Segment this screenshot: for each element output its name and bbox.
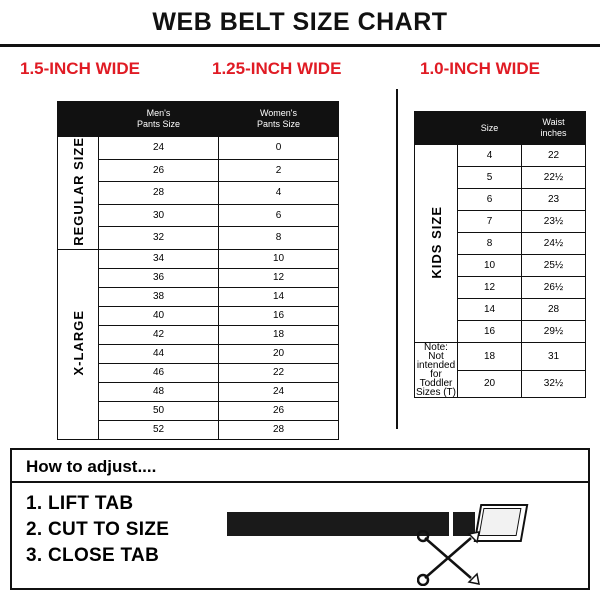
adult-womens-5: 10 <box>219 249 339 268</box>
adult-womens-12: 24 <box>219 382 339 401</box>
adult-mens-5: 34 <box>99 249 219 268</box>
kids-note-line2: Not intended for <box>416 351 456 380</box>
kids-size-10: 20 <box>458 370 522 398</box>
adjust-step-3: 3. CLOSE TAB <box>26 545 160 566</box>
page-title: WEB BELT SIZE CHART <box>152 7 448 36</box>
adult-mens-3: 30 <box>99 204 219 227</box>
adult-mens-0: 24 <box>99 137 219 160</box>
kids-waist-6: 26½ <box>522 277 586 299</box>
table-row <box>58 137 339 160</box>
kids-size-1: 5 <box>458 167 522 189</box>
kids-waist-10: 32½ <box>522 370 586 398</box>
kids-size-3: 7 <box>458 211 522 233</box>
how-to-adjust-title: How to adjust.... <box>26 457 157 476</box>
kids-group-label-cell <box>415 145 458 343</box>
kids-size-0: 4 <box>458 145 522 167</box>
adult-womens-7: 14 <box>219 287 339 306</box>
adult-group-regular-label: REGULAR SIZE <box>70 137 86 246</box>
adult-womens-4: 8 <box>219 227 339 250</box>
kids-waist-0: 22 <box>522 145 586 167</box>
adult-mens-11: 46 <box>99 363 219 382</box>
kids-note <box>415 343 458 398</box>
kids-table-body <box>415 145 586 398</box>
adult-mens-8: 40 <box>99 306 219 325</box>
table-row <box>58 382 339 401</box>
adjust-step-2: 2. CUT TO SIZE <box>26 519 170 540</box>
adult-mens-10: 44 <box>99 344 219 363</box>
kids-note-line3: Toddler Sizes (T) <box>416 378 456 398</box>
heading-1-0-inch: 1.0-INCH WIDE <box>420 59 540 78</box>
tables-area <box>0 89 600 441</box>
vertical-divider <box>396 89 398 429</box>
kids-header-waist-line2: inches <box>540 128 567 138</box>
adult-header-womens-line1: Women's <box>259 108 298 118</box>
heading-1-25-inch: 1.25-INCH WIDE <box>212 59 342 78</box>
kids-header-waist-line1: Waist <box>542 117 565 127</box>
adult-womens-2: 4 <box>219 182 339 205</box>
adult-womens-6: 12 <box>219 268 339 287</box>
table-row <box>58 249 339 268</box>
kids-header-size: Size <box>458 112 522 145</box>
table-row <box>58 325 339 344</box>
adult-womens-13: 26 <box>219 401 339 420</box>
adult-table-body <box>58 137 339 440</box>
table-row <box>58 401 339 420</box>
table-row <box>58 306 339 325</box>
adult-womens-14: 28 <box>219 420 339 439</box>
kids-size-7: 14 <box>458 299 522 321</box>
heading-1-5-inch: 1.5-INCH WIDE <box>20 59 140 78</box>
table-row <box>58 159 339 182</box>
adult-mens-7: 38 <box>99 287 219 306</box>
table-header-row <box>58 102 339 137</box>
kids-size-6: 12 <box>458 277 522 299</box>
width-headings <box>0 47 600 89</box>
kids-size-4: 8 <box>458 233 522 255</box>
table-row <box>58 420 339 439</box>
adult-header-womens-line2: Pants Size <box>256 119 301 129</box>
adult-size-table-wrap <box>57 101 339 440</box>
table-row <box>58 182 339 205</box>
table-row <box>58 268 339 287</box>
kids-size-8: 16 <box>458 321 522 343</box>
adult-womens-11: 22 <box>219 363 339 382</box>
adult-womens-1: 2 <box>219 159 339 182</box>
table-row <box>58 204 339 227</box>
table-row <box>58 344 339 363</box>
table-row <box>58 227 339 250</box>
kids-note-line1: Note: <box>424 342 448 353</box>
table-row <box>415 343 586 371</box>
adult-mens-2: 28 <box>99 182 219 205</box>
adult-mens-13: 50 <box>99 401 219 420</box>
kids-waist-9: 31 <box>522 343 586 371</box>
adult-womens-0: 0 <box>219 137 339 160</box>
kids-waist-7: 28 <box>522 299 586 321</box>
kids-size-table <box>414 111 586 398</box>
adult-group-xlarge-label: X-LARGE <box>70 310 86 376</box>
adult-group-xlarge <box>58 249 99 439</box>
kids-waist-8: 29½ <box>522 321 586 343</box>
kids-waist-5: 25½ <box>522 255 586 277</box>
kids-waist-2: 23 <box>522 189 586 211</box>
adult-womens-3: 6 <box>219 204 339 227</box>
adjust-steps <box>12 483 236 569</box>
adult-mens-12: 48 <box>99 382 219 401</box>
adult-header-mens <box>99 102 219 137</box>
kids-size-2: 6 <box>458 189 522 211</box>
adjust-step-1: 1. LIFT TAB <box>26 493 134 514</box>
adult-mens-9: 42 <box>99 325 219 344</box>
adult-size-table <box>57 101 339 440</box>
kids-size-table-wrap <box>414 111 586 398</box>
kids-header-waist <box>522 112 586 145</box>
adult-mens-4: 32 <box>99 227 219 250</box>
adult-header-mens-line1: Men's <box>146 108 171 118</box>
adult-womens-10: 20 <box>219 344 339 363</box>
adult-womens-8: 16 <box>219 306 339 325</box>
adult-group-regular <box>58 137 99 250</box>
adult-mens-1: 26 <box>99 159 219 182</box>
kids-waist-1: 22½ <box>522 167 586 189</box>
adult-header-blank <box>58 102 99 137</box>
kids-group-label: KIDS SIZE <box>428 205 444 279</box>
how-to-adjust-panel <box>10 448 590 590</box>
adult-womens-9: 18 <box>219 325 339 344</box>
adult-header-womens <box>219 102 339 137</box>
adult-mens-14: 52 <box>99 420 219 439</box>
table-header-row <box>415 112 586 145</box>
table-row <box>58 363 339 382</box>
scissors-icon <box>417 530 487 586</box>
kids-size-5: 10 <box>458 255 522 277</box>
kids-size-9: 18 <box>458 343 522 371</box>
belt-illustration <box>227 496 577 586</box>
adult-mens-6: 36 <box>99 268 219 287</box>
table-row <box>415 145 586 167</box>
table-row <box>58 287 339 306</box>
kids-waist-3: 23½ <box>522 211 586 233</box>
kids-waist-4: 24½ <box>522 233 586 255</box>
adult-header-mens-line2: Pants Size <box>136 119 181 129</box>
page-title-bar <box>0 0 600 47</box>
kids-header-blank <box>415 112 458 145</box>
